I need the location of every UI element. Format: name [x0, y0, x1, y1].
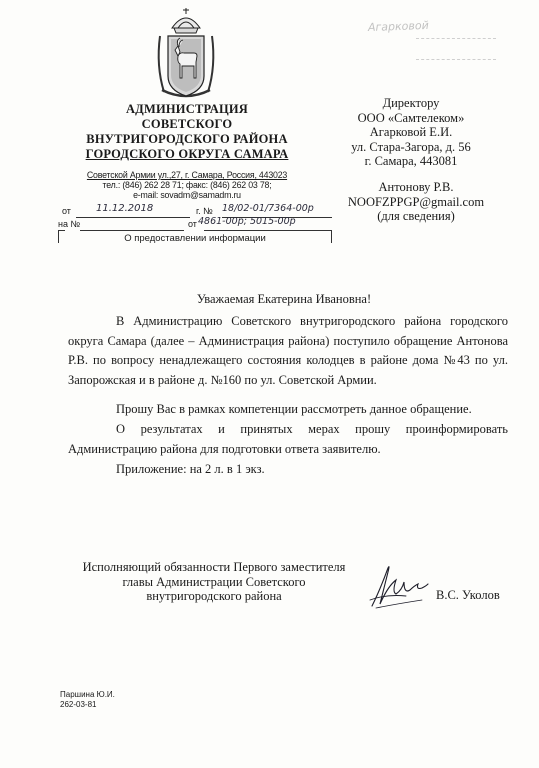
sender-contact [62, 170, 312, 200]
executor-info [60, 690, 115, 710]
number-prefix: г. № [196, 206, 213, 216]
signatory-name: В.С. Уколов [436, 588, 500, 602]
reference-line [58, 217, 332, 231]
body-paragraph-3: О результатах и принятых мерах прошу проинформировать Администрацию района для подготовки ответа заявителю. [68, 422, 508, 456]
recipient-primary [326, 96, 496, 169]
ref-from-prefix: от [188, 219, 197, 229]
recipient2-email: NOOFZPPGP@gmail.com [347, 194, 485, 209]
recipient-line-5: г. Самара, 443081 [364, 154, 458, 168]
sender-phones: тел.: (846) 262 28 71; факс: (846) 262 03 78; [102, 180, 272, 190]
recipient-line-4: ул. Стара-Загора, д. 56 [351, 139, 471, 154]
executor-phone: 262-03-81 [60, 700, 97, 709]
handwritten-signature-icon [366, 560, 430, 612]
coat-of-arms-icon [150, 6, 222, 102]
recipient-secondary [326, 180, 506, 224]
signatory-position-line-1: Исполняющий обязанности Первого заместителя [82, 560, 346, 574]
subject-field [58, 230, 332, 244]
scanned-stamp: Агарковой [356, 18, 506, 64]
number-value: 18/02-01/7364-00р [222, 203, 314, 214]
recipient-line-1: Директору [382, 96, 440, 110]
signatory-position-line-2: главы Администрации Советского [122, 574, 306, 589]
sender-email: e-mail: sovadm@samadm.ru [133, 190, 241, 200]
date-value: 11.12.2018 [96, 203, 154, 214]
sender-title [62, 102, 312, 162]
sender-title-line-2: СОВЕТСКОГО [141, 117, 233, 131]
recipient2-note: (для сведения) [377, 209, 455, 223]
recipient-line-2: ООО «Самтелеком» [357, 110, 465, 125]
recipient-line-3: Агарковой Е.И. [369, 125, 453, 139]
sender-title-line-4: ГОРОДСКОГО ОКРУГА САМАРА [85, 147, 289, 161]
ref-value: 4861-00р; 5015-00р [198, 216, 296, 227]
date-prefix: от [62, 206, 71, 216]
body-paragraph-2: Прошу Вас в рамках компетенции рассмотреть данное обращение. [116, 402, 472, 416]
sender-address: Советской Армии ул.,27, г. Самара, Россия, 443023 [86, 170, 288, 180]
executor-name: Паршина Ю.И. [60, 690, 115, 699]
subject-text: О предоставлении информации [124, 233, 266, 244]
body-paragraph-1: В Администрацию Советского внутригородского района городского округа Самара (далее – Администрация района) поступило обращение Антонова Р.В. по вопросу ненадлежащего состояния колодцев в районе дома №43 по ул. Запорожская и в районе д. №160 по ул. Советской Армии. [68, 314, 508, 387]
attachment-note: Приложение: на 2 л. в 1 экз. [116, 462, 265, 476]
signatory-position-line-3: внутригородского района [146, 589, 282, 603]
signatory-position [64, 560, 364, 604]
sender-title-line-1: АДМИНИСТРАЦИЯ [125, 102, 249, 116]
greeting: Уважаемая Екатерина Ивановна! [196, 292, 372, 306]
recipient2-line-1: Антонову Р.В. [378, 180, 454, 194]
ref-prefix: на № [58, 219, 81, 229]
sender-title-line-3: ВНУТРИГОРОДСКОГО РАЙОНА [86, 132, 288, 146]
